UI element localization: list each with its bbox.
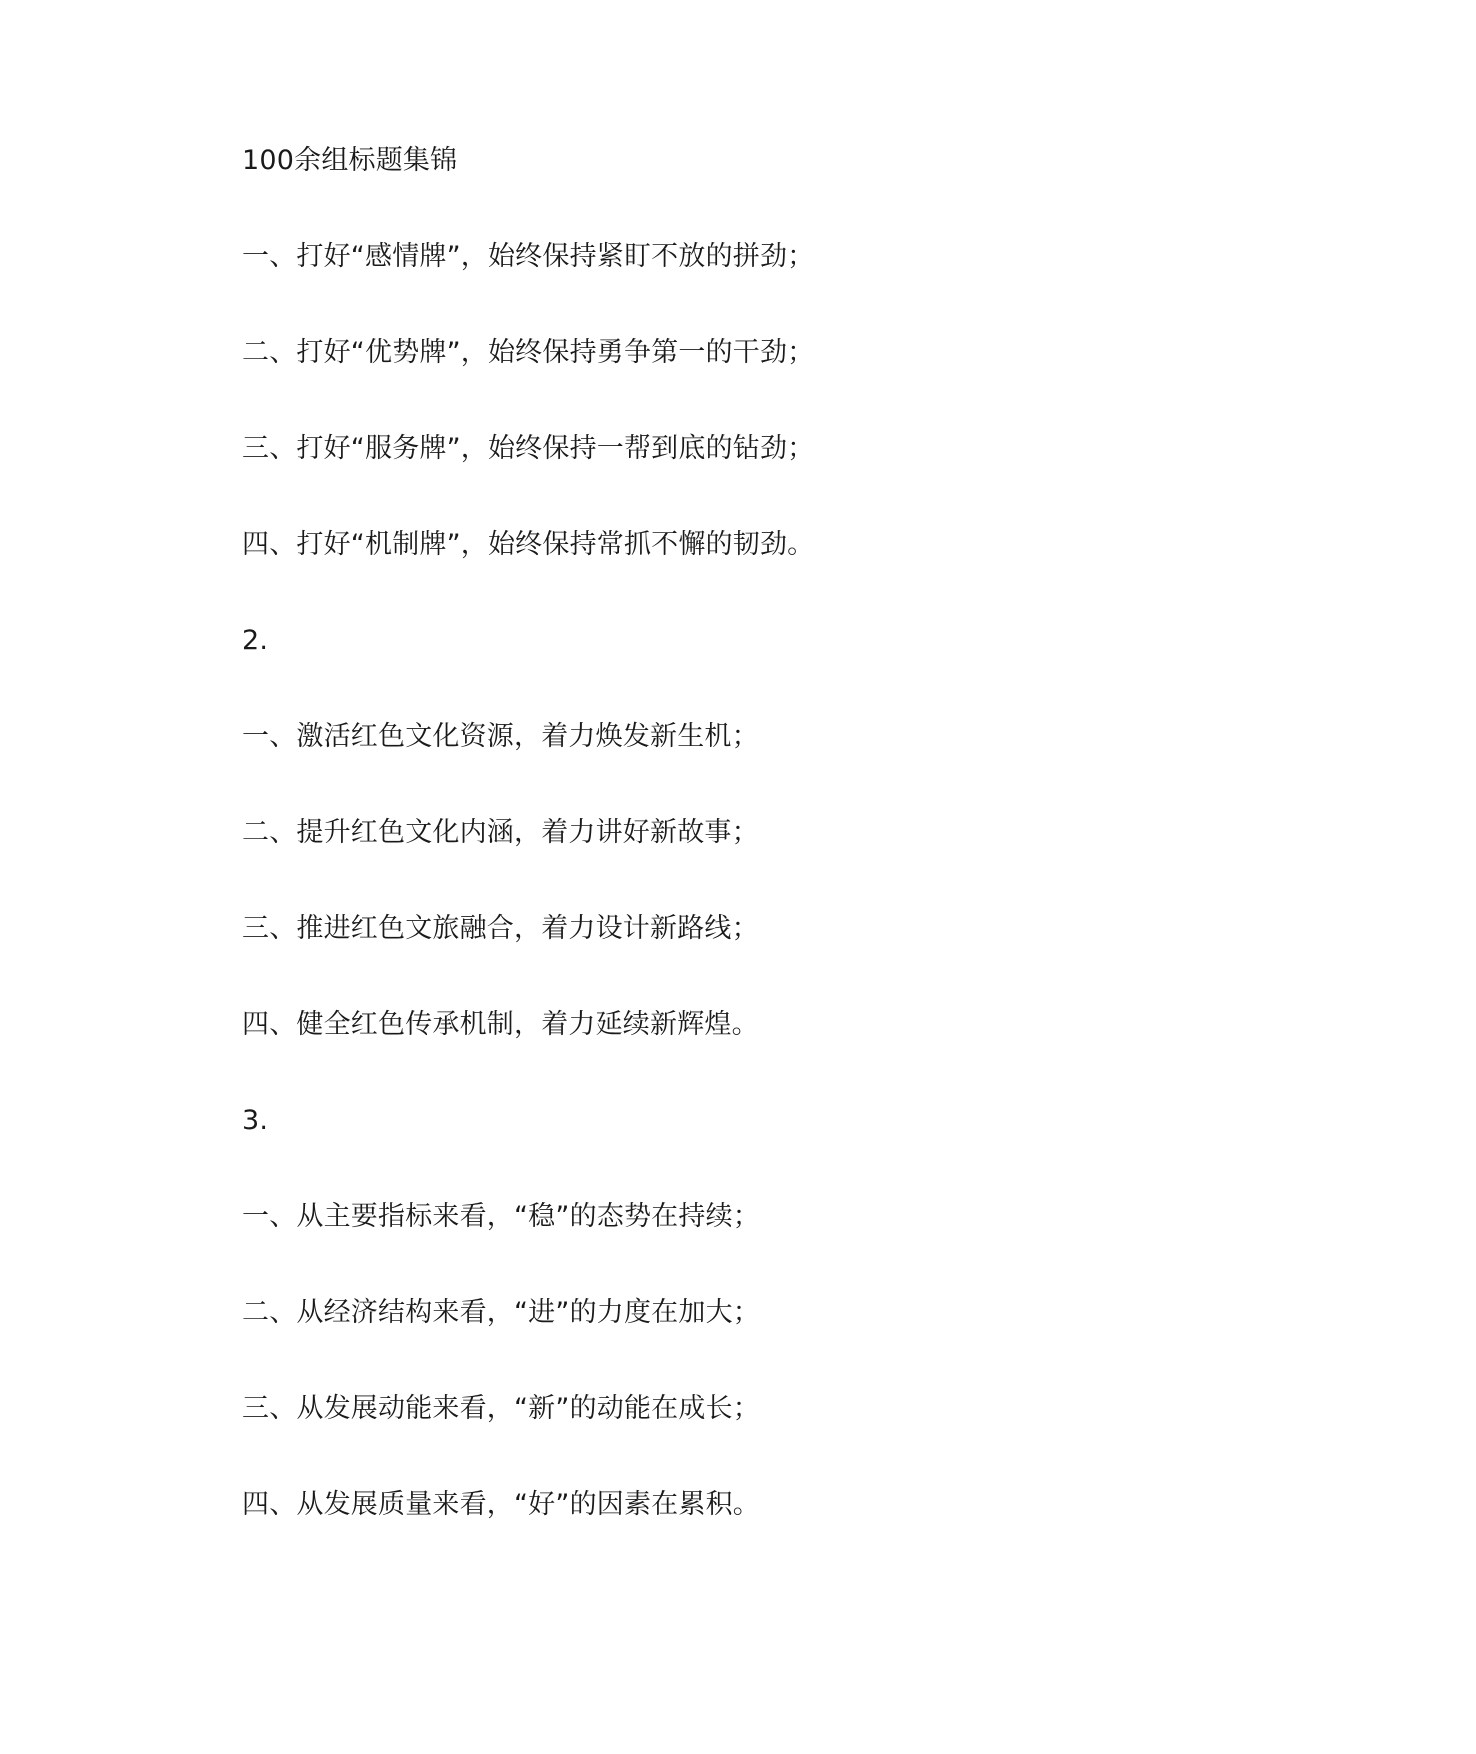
group1-item-1: 一、打好“感情牌”，始终保持紧盯不放的拼劲； — [242, 241, 815, 272]
group3-item-3: 三、从发展动能来看，“新”的动能在成长； — [242, 1393, 760, 1424]
group1-item-2: 二、打好“优势牌”，始终保持勇争第一的干劲； — [242, 337, 815, 368]
document-title: 100余组标题集锦 — [242, 145, 458, 176]
group1-item-4: 四、打好“机制牌”，始终保持常抓不懈的韧劲。 — [242, 529, 815, 560]
group3-item-4: 四、从发展质量来看，“好”的因素在累积。 — [242, 1489, 760, 1520]
group2-item-3: 三、推进红色文旅融合，着力设计新路线； — [242, 913, 759, 944]
group3-number: 3. — [242, 1105, 269, 1136]
group3-item-2: 二、从经济结构来看，“进”的力度在加大； — [242, 1297, 760, 1328]
group3-item-1: 一、从主要指标来看，“稳”的态势在持续； — [242, 1201, 760, 1232]
group1-item-3: 三、打好“服务牌”，始终保持一帮到底的钻劲； — [242, 433, 815, 464]
group2-item-1: 一、激活红色文化资源，着力焕发新生机； — [242, 721, 759, 752]
group2-item-2: 二、提升红色文化内涵，着力讲好新故事； — [242, 817, 759, 848]
document-body — [242, 143, 1242, 1583]
group2-number: 2. — [242, 625, 269, 656]
group2-item-4: 四、健全红色传承机制，着力延续新辉煌。 — [242, 1009, 759, 1040]
